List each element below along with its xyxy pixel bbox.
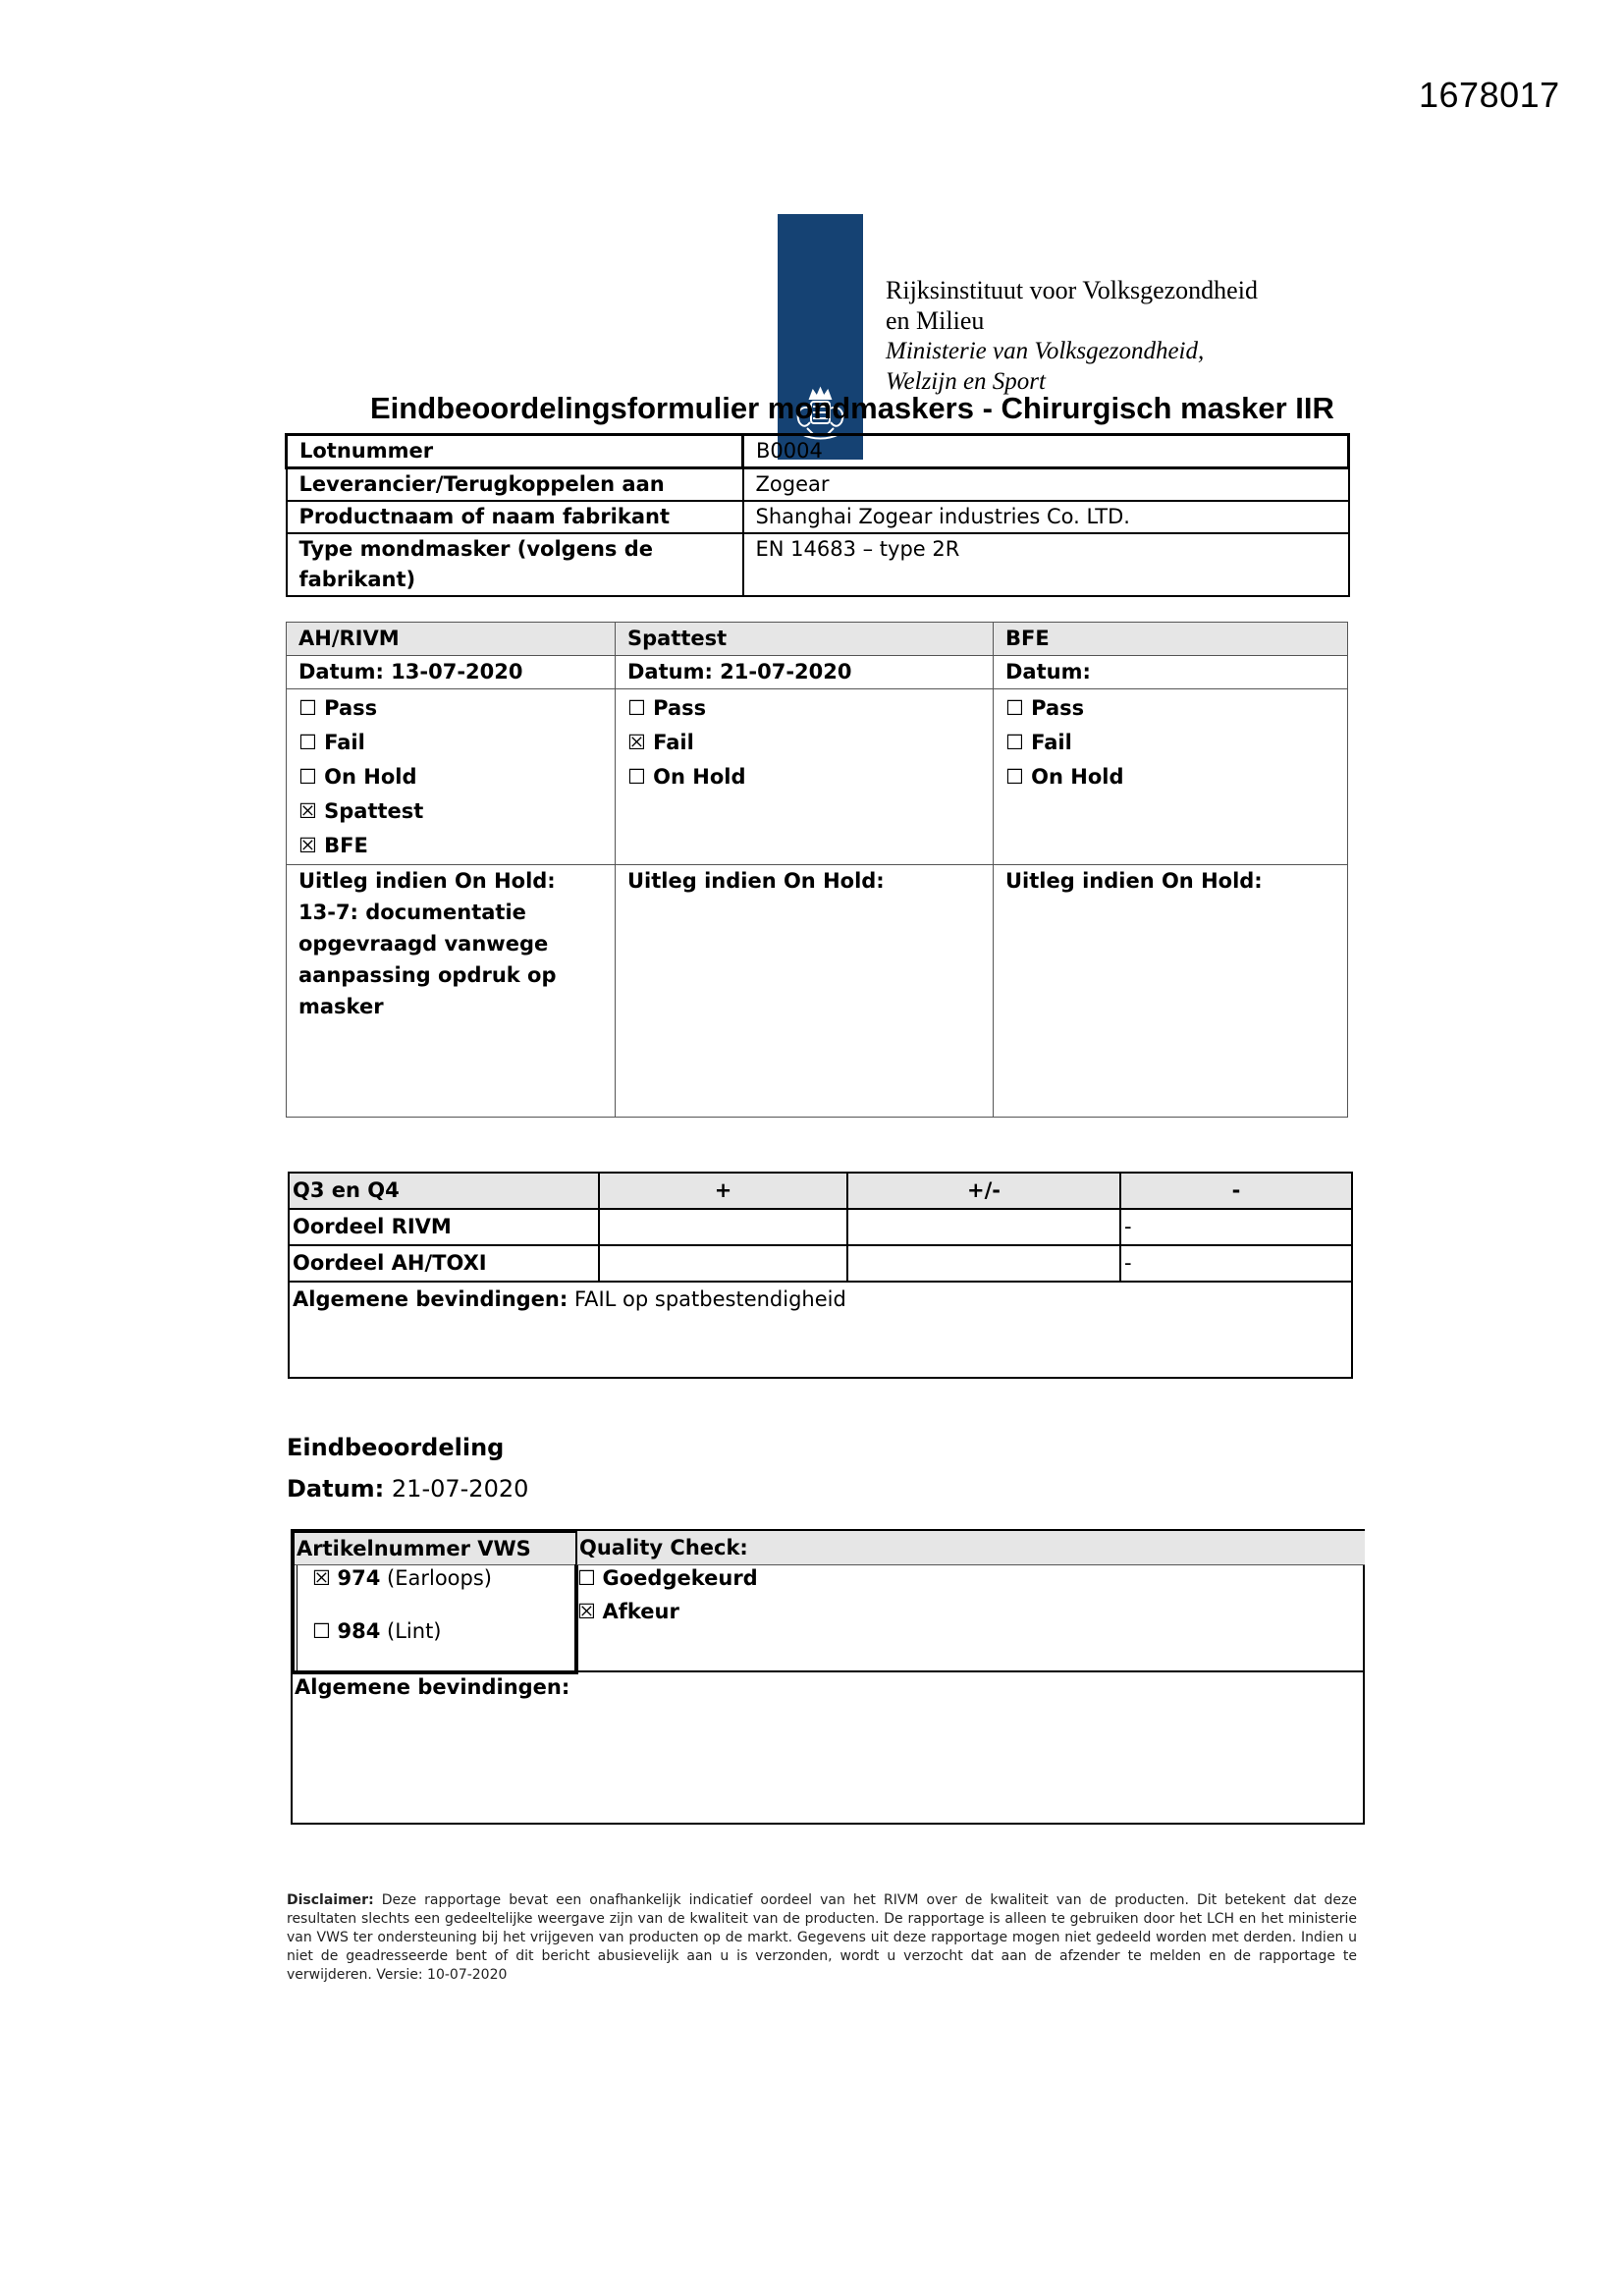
checkbox-icon: ☐	[298, 731, 317, 754]
checkbox-fail-bfe[interactable]: ☐ Fail	[1005, 731, 1072, 754]
checkbox-fail-ah[interactable]: ☐ Fail	[298, 731, 365, 754]
final-assessment-heading: Eindbeoordeling	[287, 1434, 505, 1461]
datum-spattest: Datum: 21-07-2020	[616, 656, 994, 689]
checkbox-fail-spattest[interactable]: ☒ Fail	[627, 731, 694, 754]
checkbox-icon: ☐	[577, 1566, 596, 1590]
checkbox-pass-ah[interactable]: ☐ Pass	[298, 696, 378, 720]
article-974[interactable]: ☒ 974 (Earloops)	[312, 1566, 492, 1590]
product-name-value: Shanghai Zogear industries Co. LTD.	[743, 501, 1349, 533]
ministry-line-2: Welzijn en Sport	[886, 368, 1046, 395]
table-row	[289, 1245, 1352, 1282]
product-name-label: Productnaam of naam fabrikant	[287, 501, 743, 533]
datum-value: 21-07-2020	[384, 1475, 529, 1503]
plus-header: +	[599, 1173, 847, 1209]
disclaimer	[287, 1891, 1357, 1985]
form-title: Eindbeoordelingsformulier mondmaskers - Chirurgisch masker IIR	[370, 391, 1334, 425]
organization-name	[886, 275, 1258, 397]
checkbox-icon: ☐	[298, 765, 317, 789]
article-984[interactable]: ☐ 984 (Lint)	[312, 1619, 442, 1643]
oordeel-rivm-plus	[599, 1209, 847, 1245]
checkbox-checked-icon: ☒	[298, 799, 317, 823]
checkbox-checked-icon: ☒	[298, 834, 317, 857]
checkbox-icon: ☐	[1005, 696, 1024, 720]
oordeel-ah-toxi-plus	[599, 1245, 847, 1282]
checkbox-bfe-ah[interactable]: ☒ BFE	[298, 834, 368, 857]
table-row	[289, 1173, 1352, 1209]
general-findings-label: Algemene bevindingen:	[293, 1287, 568, 1311]
table-row	[287, 623, 1348, 656]
explain-text: 13-7: documentatie opgevraagd vanwege aanpassing opdruk op masker	[298, 901, 557, 1018]
datum-bfe: Datum:	[994, 656, 1348, 689]
checkbox-onhold-bfe[interactable]: ☐ On Hold	[1005, 765, 1124, 789]
col-header-spattest: Spattest	[616, 623, 994, 656]
table-row	[287, 865, 1348, 1118]
checkbox-icon: ☐	[1005, 731, 1024, 754]
table-row	[287, 656, 1348, 689]
explain-bfe	[994, 865, 1348, 1118]
disclaimer-text: Deze rapportage bevat een onafhankelijk indicatief oordeel van het RIVM over de kwaliteit van de producten. Dit betekent dat deze resultaten slechts een gedeeltelijke weergave zijn van de kwaliteit van de producten. De rapportage is alleen te gebruiken door het LCH en het ministerie van VWS ter ondersteuning bij het vrijgeven van producten op de markt. Gegevens uit deze rapportage mogen niet gedeeld worden met derden. Indien u niet de geadresseerde bent of dit bericht abusievelijk aan u is verzonden, wordt u verzocht dat aan de afzender te melden en de rapportage te verwijderen. Versie: 10-07-2020	[287, 1892, 1357, 1983]
col-header-ah-rivm: AH/RIVM	[287, 623, 616, 656]
checkbox-pass-bfe[interactable]: ☐ Pass	[1005, 696, 1085, 720]
plusminus-header: +/-	[847, 1173, 1120, 1209]
explain-ah-rivm	[287, 865, 616, 1118]
checkbox-icon: ☐	[627, 765, 646, 789]
general-findings	[289, 1282, 1352, 1378]
document-number: 1678017	[1419, 75, 1560, 115]
oordeel-rivm-label: Oordeel RIVM	[289, 1209, 599, 1245]
col-header-bfe: BFE	[994, 623, 1348, 656]
org-line-2: en Milieu	[886, 306, 985, 335]
disclaimer-label: Disclaimer:	[287, 1892, 374, 1908]
quality-rejected[interactable]: ☒ Afkeur	[577, 1600, 679, 1623]
oordeel-ah-toxi-plusminus	[847, 1245, 1120, 1282]
article-number-header: Artikelnummer VWS	[295, 1533, 575, 1565]
explain-spattest	[616, 865, 994, 1118]
final-assessment-date	[287, 1475, 528, 1503]
product-info-table	[285, 433, 1350, 597]
assessment-table	[286, 622, 1348, 1118]
oordeel-rivm-minus: -	[1120, 1209, 1352, 1245]
table-row	[287, 435, 1349, 468]
q3q4-header: Q3 en Q4	[289, 1173, 599, 1209]
org-line-1: Rijksinstituut voor Volksgezondheid	[886, 276, 1258, 304]
oordeel-ah-toxi-label: Oordeel AH/TOXI	[289, 1245, 599, 1282]
supplier-label: Leverancier/Terugkoppelen aan	[287, 468, 743, 502]
quality-check-header: Quality Check:	[575, 1531, 1365, 1565]
checkbox-checked-icon: ☒	[312, 1566, 331, 1590]
lotnummer-label: Lotnummer	[287, 435, 743, 468]
lotnummer-value: B0004	[743, 435, 1349, 468]
q3-q4-table	[288, 1172, 1353, 1379]
oordeel-ah-toxi-minus: -	[1120, 1245, 1352, 1282]
divider	[574, 1564, 576, 1672]
checkbox-checked-icon: ☒	[577, 1600, 596, 1623]
quality-approved[interactable]: ☐ Goedgekeurd	[577, 1566, 758, 1590]
checkbox-icon: ☐	[298, 696, 317, 720]
explain-label: Uitleg indien On Hold:	[1005, 869, 1263, 893]
ministry-line-1: Ministerie van Volksgezondheid,	[886, 338, 1205, 364]
explain-label: Uitleg indien On Hold:	[298, 869, 556, 893]
supplier-value: Zogear	[743, 468, 1349, 502]
checkbox-onhold-spattest[interactable]: ☐ On Hold	[627, 765, 746, 789]
table-row	[287, 468, 1349, 502]
checkbox-onhold-ah[interactable]: ☐ On Hold	[298, 765, 417, 789]
table-row	[289, 1209, 1352, 1245]
datum-label: Datum:	[287, 1475, 385, 1503]
table-row	[287, 501, 1349, 533]
checkbox-checked-icon: ☒	[627, 731, 646, 754]
table-row	[287, 533, 1349, 596]
mask-type-label: Type mondmasker (volgens de fabrikant)	[287, 533, 743, 596]
checkbox-pass-spattest[interactable]: ☐ Pass	[627, 696, 707, 720]
checkbox-icon: ☐	[1005, 765, 1024, 789]
final-general-findings-label: Algemene bevindingen:	[295, 1675, 570, 1699]
oordeel-rivm-plusminus	[847, 1209, 1120, 1245]
general-findings-text: FAIL op spatbestendigheid	[568, 1287, 846, 1311]
table-row	[289, 1282, 1352, 1378]
checkbox-icon: ☐	[312, 1619, 331, 1643]
checkbox-icon: ☐	[627, 696, 646, 720]
datum-ah-rivm: Datum: 13-07-2020	[287, 656, 616, 689]
minus-header: -	[1120, 1173, 1352, 1209]
checkbox-spattest-ah[interactable]: ☒ Spattest	[298, 799, 424, 823]
mask-type-value: EN 14683 – type 2R	[743, 533, 1349, 596]
explain-label: Uitleg indien On Hold:	[627, 869, 885, 893]
table-row	[287, 689, 1348, 865]
